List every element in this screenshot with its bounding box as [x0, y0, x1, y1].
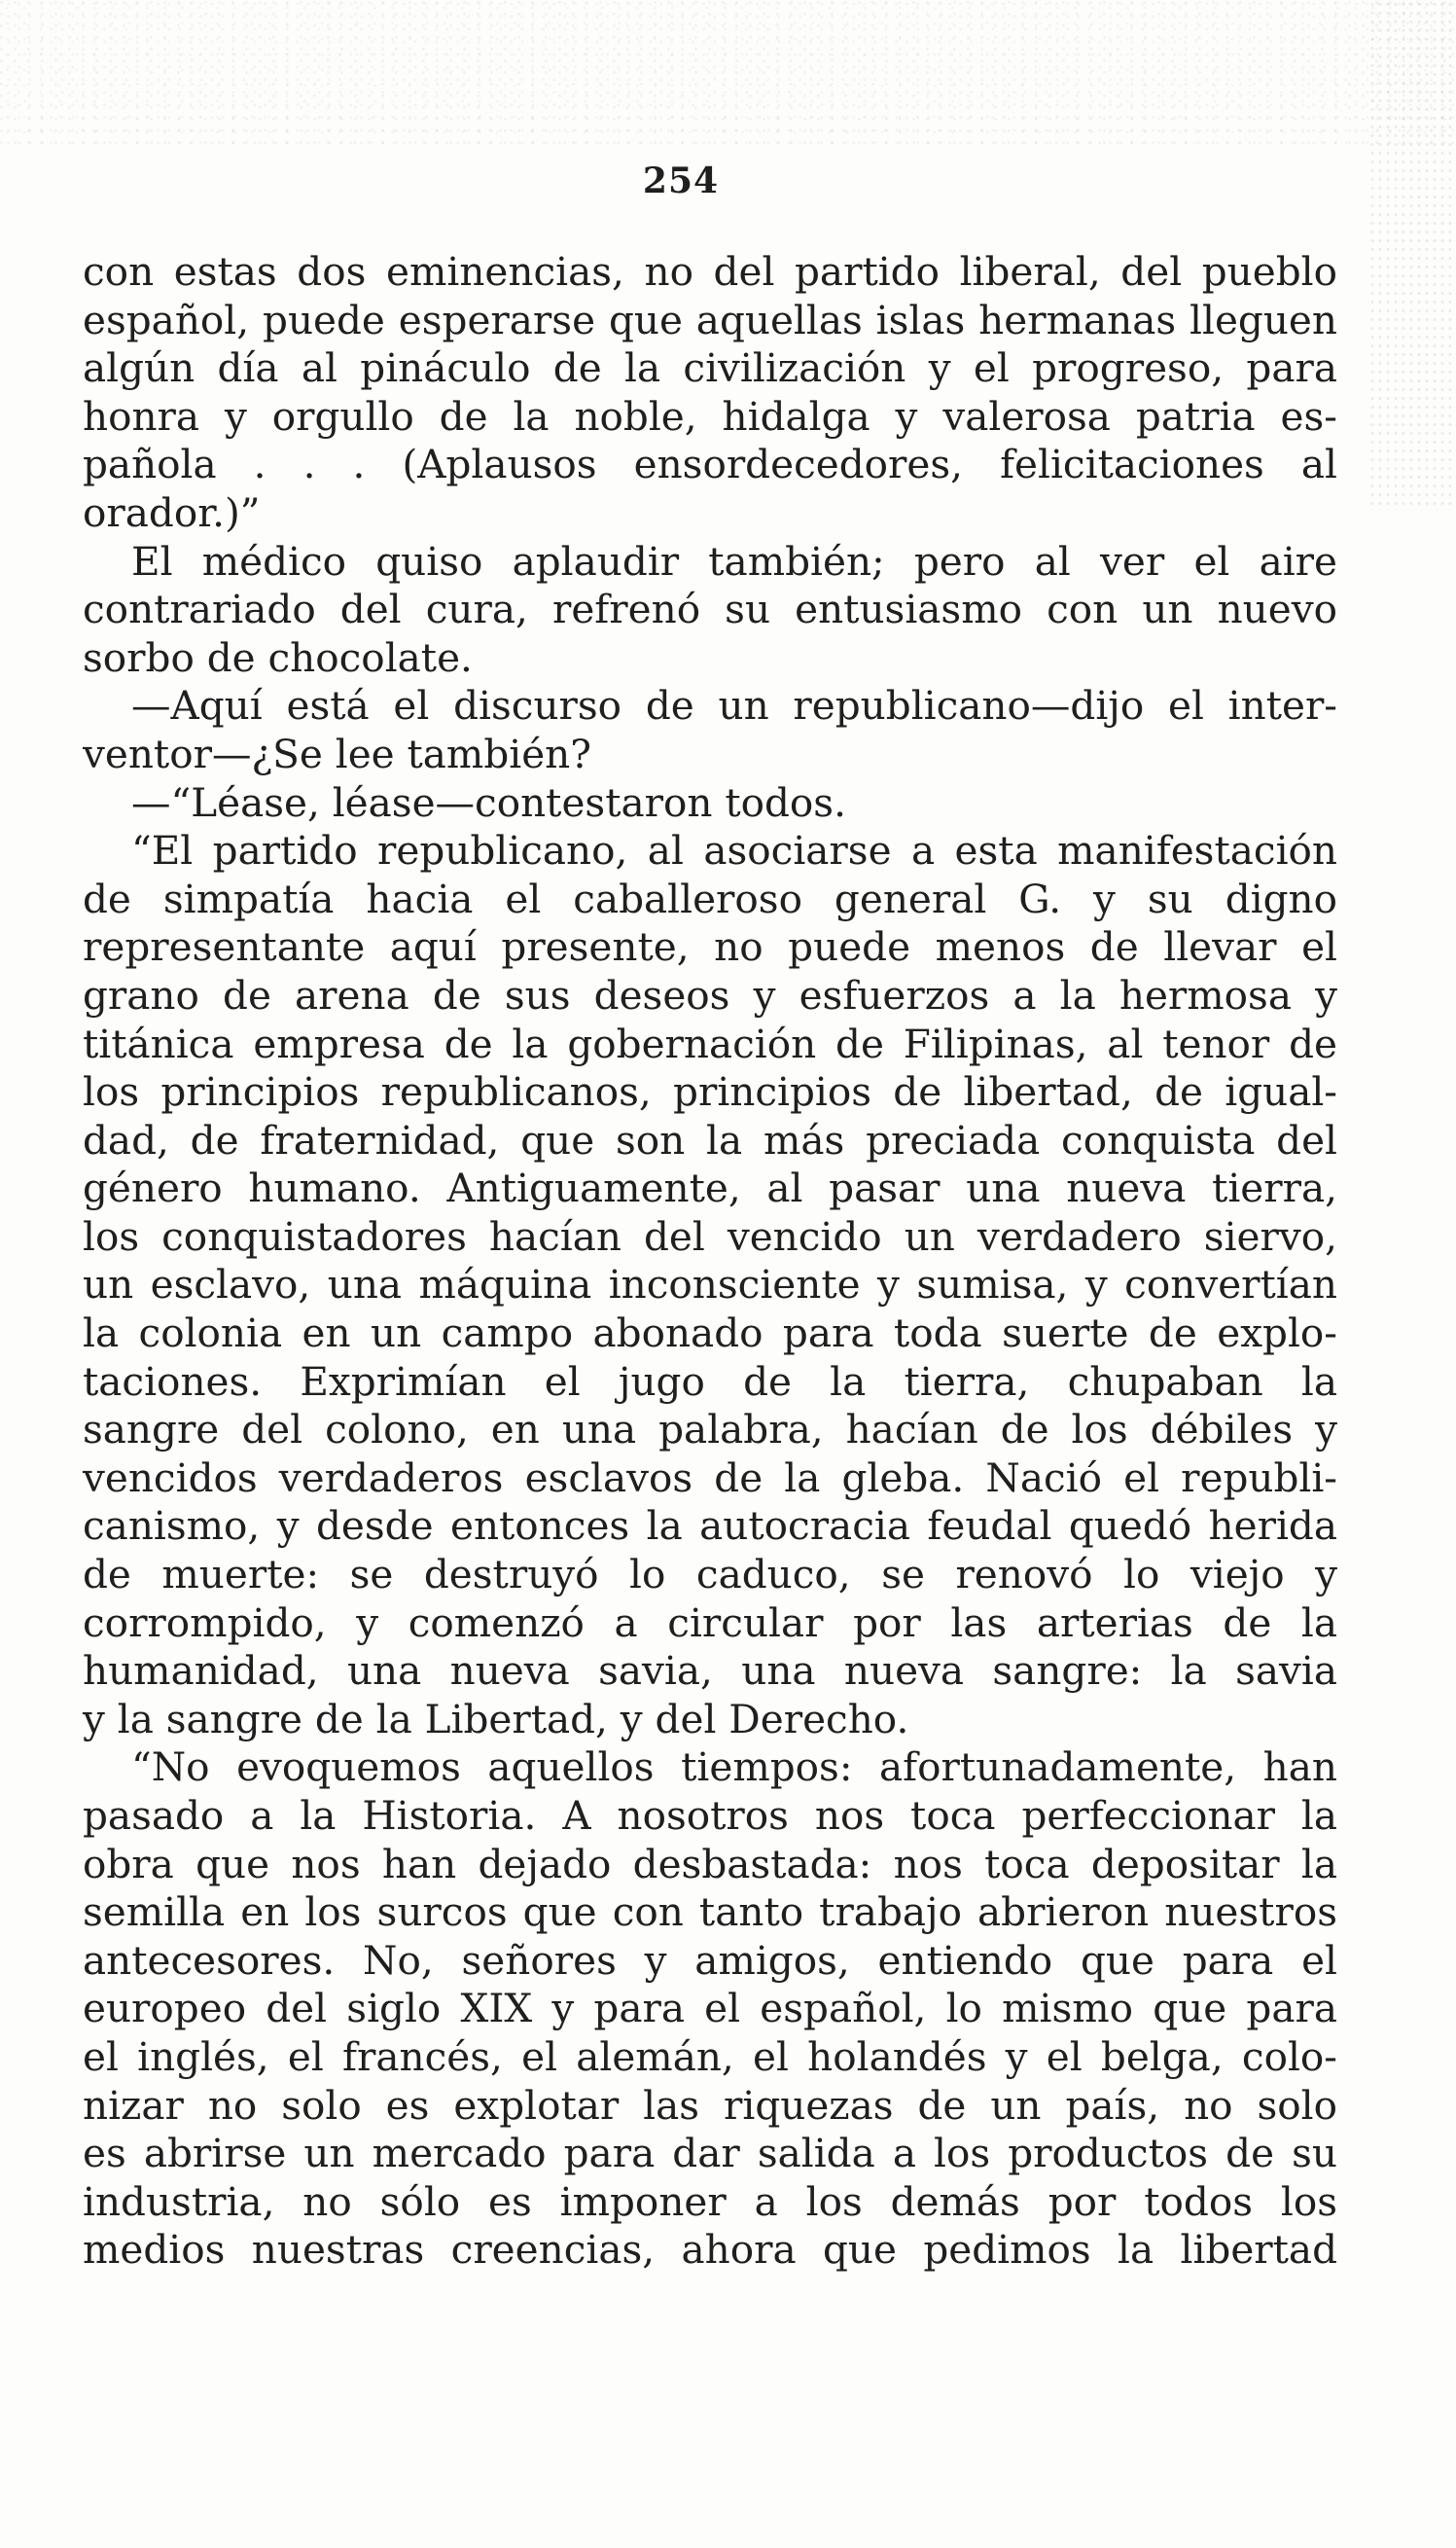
- text-line: representante aquí presente, no puede menos de llevar el: [83, 923, 1337, 971]
- text-line: semilla en los surcos que con tanto trabajo abrieron nuestros: [83, 1888, 1337, 1936]
- text-line: un esclavo, una máquina inconsciente y sumisa, y convertían: [83, 1261, 1337, 1309]
- text-line: —Aquí está el discurso de un republicano—dijo el inter-: [131, 682, 1337, 730]
- text-line: sangre del colono, en una palabra, hacían de los débiles y: [83, 1406, 1337, 1453]
- text-line: grano de arena de sus deseos y esfuerzos a la hermosa y: [83, 971, 1337, 1019]
- text-line: de muerte: se destruyó lo caduco, se renovó lo viejo y: [83, 1551, 1337, 1598]
- text-line: pasado a la Historia. A nosotros nos toca perfeccionar la: [83, 1792, 1337, 1839]
- text-line: es abrirse un mercado para dar salida a los productos de su: [83, 2130, 1337, 2177]
- text-line: vencidos verdaderos esclavos de la gleba. Nació el republi-: [83, 1453, 1337, 1501]
- text-line: los conquistadores hacían del vencido un verdadero siervo,: [83, 1212, 1337, 1260]
- text-line: canismo, y desde entonces la autocracia feudal quedó herida: [83, 1502, 1337, 1550]
- text-line: los principios republicanos, principios de libertad, de igual-: [83, 1068, 1337, 1116]
- text-line: obra que nos han dejado desbastada: nos toca depositar la: [83, 1840, 1337, 1887]
- scan-noise-top: [0, 0, 1456, 146]
- text-line: sorbo de chocolate.: [83, 633, 473, 681]
- text-line: género humano. Antiguamente, al pasar una nueva tierra,: [83, 1165, 1337, 1212]
- page-number: 254: [642, 161, 720, 201]
- text-line: corrompido, y comenzó a circular por las arterias de la: [83, 1598, 1337, 1646]
- text-line: pañola . . . (Aplausos ensordecedores, felicitaciones al: [83, 441, 1337, 488]
- text-line: contrariado del cura, refrenó su entusiasmo con un nuevo: [83, 586, 1337, 633]
- text-line: industria, no sólo es imponer a los demás por todos los: [83, 2177, 1337, 2225]
- text-line: nizar no solo es explotar las riquezas de un país, no solo: [83, 2081, 1337, 2129]
- text-line: español, puede esperarse que aquellas islas hermanas lleguen: [83, 296, 1337, 343]
- text-line: y la sangre de la Libertad, y del Derecho.: [83, 1695, 909, 1742]
- text-line: humanidad, una nueva savia, una nueva sangre: la savia: [83, 1647, 1337, 1695]
- text-line: el inglés, el francés, el alemán, el holandés y el belga, colo-: [83, 2032, 1337, 2080]
- text-line: El médico quiso aplaudir también; pero al ver el aire: [131, 537, 1337, 585]
- text-line: de simpatía hacia el caballeroso general G. y su digno: [83, 875, 1337, 922]
- text-line: “No evoquemos aquellos tiempos: afortunadamente, han: [131, 1743, 1337, 1791]
- scan-noise-right: [1368, 0, 1456, 506]
- body-text: [83, 248, 1337, 2275]
- text-line: titánica empresa de la gobernación de Filipinas, al tenor de: [83, 1020, 1337, 1067]
- text-line: algún día al pináculo de la civilización y el progreso, para: [83, 344, 1337, 392]
- text-line: la colonia en un campo abonado para toda suerte de explo-: [83, 1310, 1337, 1357]
- text-line: europeo del siglo XIX y para el español, lo mismo que para: [83, 1985, 1337, 2032]
- text-line: “El partido republicano, al asociarse a esta manifestación: [131, 827, 1337, 875]
- text-line: taciones. Exprimían el jugo de la tierra, chupaban la: [83, 1357, 1337, 1405]
- text-line: dad, de fraternidad, que son la más preciada conquista del: [83, 1116, 1337, 1164]
- text-line: antecesores. No, señores y amigos, entiendo que para el: [83, 1936, 1337, 1984]
- text-line: con estas dos eminencias, no del partido liberal, del pueblo: [83, 248, 1337, 295]
- text-line: orador.)”: [83, 488, 261, 536]
- text-line: honra y orgullo de la noble, hidalga y valerosa patria es-: [83, 392, 1337, 440]
- text-line: ventor—¿Se lee también?: [83, 730, 591, 777]
- text-line: medios nuestras creencias, ahora que pedimos la libertad: [83, 2226, 1337, 2274]
- text-line: —“Léase, léase—contestaron todos.: [131, 778, 846, 826]
